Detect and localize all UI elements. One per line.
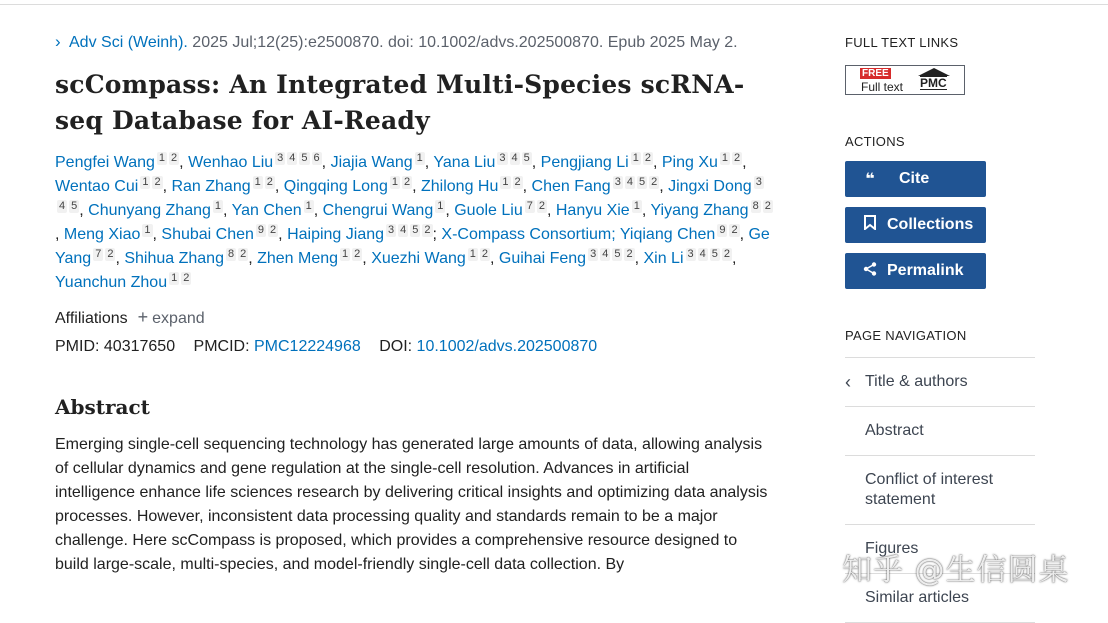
affiliation-ref[interactable]: 2 <box>424 224 431 236</box>
author-separator: , <box>546 202 556 219</box>
affiliation-ref[interactable]: 5 <box>301 152 308 164</box>
affiliation-ref[interactable]: 2 <box>270 224 277 236</box>
affiliation-ref[interactable]: 5 <box>614 248 621 260</box>
affiliation-ref[interactable]: 2 <box>514 176 521 188</box>
author-link[interactable]: Zhilong Hu <box>421 178 499 195</box>
author-separator: , <box>634 250 644 267</box>
affiliation-ref[interactable]: 2 <box>651 176 658 188</box>
permalink-label: Permalink <box>887 262 964 279</box>
affiliation-ref[interactable]: 1 <box>721 152 729 164</box>
affiliation-ref[interactable]: 2 <box>403 176 411 188</box>
author-link[interactable]: Yana Liu <box>433 154 496 171</box>
affiliation-ref[interactable]: 2 <box>626 248 633 260</box>
affiliations-row <box>55 305 775 331</box>
author-separator: , <box>55 226 64 243</box>
pmc-logo-icon: PMC <box>916 67 952 93</box>
bookmark-icon <box>859 215 881 235</box>
affiliation-ref[interactable]: 5 <box>71 200 78 212</box>
author-separator: , <box>115 250 125 267</box>
author-link[interactable]: Wentao Cui <box>55 178 139 195</box>
affiliation-ref[interactable]: 2 <box>481 248 489 260</box>
author-separator: , <box>531 154 541 171</box>
author-link[interactable]: Hanyu Xie <box>555 202 630 219</box>
affiliation-ref[interactable]: 2 <box>107 248 114 260</box>
pmcid-label: PMCID: <box>193 338 250 355</box>
author-link[interactable]: Guihai Feng <box>498 250 587 267</box>
affiliation-ref[interactable]: 2 <box>731 224 738 236</box>
author-separator: , <box>248 250 258 267</box>
citation-details: 2025 Jul;12(25):e2500870. doi: 10.1002/advs.202500870. Epub 2025 May 2. <box>187 34 738 51</box>
author-separator: , <box>490 250 499 267</box>
author-link[interactable]: Chengrui Wang <box>322 202 434 219</box>
author-separator: , <box>152 226 162 243</box>
page-navigation-heading: PAGE NAVIGATION <box>845 328 967 343</box>
author-separator: , <box>412 178 421 195</box>
chevron-left-icon: ‹ <box>845 372 851 392</box>
full-text-links-heading: FULL TEXT LINKS <box>845 35 959 50</box>
quote-icon: ❝ <box>865 171 875 188</box>
author-link[interactable]: Guole Liu <box>454 202 523 219</box>
author-link[interactable]: Haiping Jiang <box>287 226 385 243</box>
watermark: 知乎 @生信圆桌 <box>842 553 1070 588</box>
doi-label: DOI: <box>379 338 413 355</box>
permalink-button[interactable] <box>845 253 986 289</box>
author-link[interactable]: X-Compass Consortium; Yiqiang Chen <box>441 226 716 243</box>
journal-link[interactable]: Adv Sci (Weinh). <box>69 34 188 51</box>
article-main <box>55 30 775 577</box>
author-separator: , <box>278 226 288 243</box>
author-link[interactable]: Pengfei Wang <box>55 154 155 171</box>
author-separator: , <box>321 154 331 171</box>
author-link[interactable]: Shihua Zhang <box>124 250 224 267</box>
affiliation-ref[interactable]: 1 <box>254 176 261 188</box>
affiliation-ref[interactable]: 2 <box>764 200 771 212</box>
share-icon <box>859 262 881 281</box>
affiliation-ref[interactable]: 2 <box>266 176 273 188</box>
affiliation-ref[interactable]: 1 <box>158 152 166 164</box>
author-link[interactable]: Xin Li <box>643 250 684 267</box>
author-list <box>55 151 775 295</box>
affiliation-ref[interactable]: 4 <box>626 176 633 188</box>
cite-label: Cite <box>899 170 930 187</box>
affiliation-ref[interactable]: 2 <box>723 248 730 260</box>
author-separator: , <box>362 250 372 267</box>
pmcid-link[interactable]: PMC12224968 <box>254 338 361 355</box>
affiliation-ref[interactable]: 3 <box>590 248 597 260</box>
nav-item-similar-articles[interactable]: Similar articles <box>845 574 1035 623</box>
affiliation-ref[interactable]: 1 <box>632 152 639 164</box>
author-separator: , <box>162 178 172 195</box>
plus-icon[interactable]: + <box>137 307 149 327</box>
author-link[interactable]: Shubai Chen <box>161 226 254 243</box>
author-link[interactable]: Meng Xiao <box>63 226 141 243</box>
affiliation-ref[interactable]: 1 <box>633 200 640 212</box>
author-separator: , <box>223 202 232 219</box>
author-link[interactable]: Jiajia Wang <box>330 154 413 171</box>
author-separator: , <box>313 202 323 219</box>
affiliation-ref[interactable]: 2 <box>240 248 247 260</box>
doi-link[interactable]: 10.1002/advs.202500870 <box>416 338 598 355</box>
affiliation-ref[interactable]: 2 <box>538 200 545 212</box>
affiliation-ref[interactable]: 1 <box>342 248 349 260</box>
affiliations-label: Affiliations <box>55 310 128 327</box>
affiliation-ref[interactable]: 1 <box>305 200 312 212</box>
nav-item-conflict-of-interest[interactable]: Conflict of interest statement <box>845 456 1035 525</box>
affiliation-ref[interactable]: 1 <box>416 152 423 164</box>
affiliation-ref[interactable]: 3 <box>755 176 762 188</box>
author-separator: ; <box>432 226 442 243</box>
pmid-label: PMID: <box>55 338 100 355</box>
author-separator: , <box>79 202 89 219</box>
affiliation-ref[interactable]: 5 <box>412 224 419 236</box>
author-separator: , <box>739 226 749 243</box>
identifiers-row <box>55 335 775 359</box>
author-link[interactable]: Yuanchun Zhou <box>55 274 168 291</box>
author-link[interactable]: Wenhao Liu <box>188 154 274 171</box>
pmc-full-text-link[interactable] <box>845 65 965 95</box>
affiliation-ref[interactable]: 8 <box>227 248 235 260</box>
chevron-right-icon[interactable]: › <box>55 32 61 51</box>
collections-label: Collections <box>887 216 974 233</box>
affiliation-ref[interactable]: 4 <box>699 248 706 260</box>
author-link[interactable]: Zhen Meng <box>257 250 339 267</box>
affiliation-ref[interactable]: 1 <box>437 200 444 212</box>
author-link[interactable]: Yiyang Zhang <box>650 202 749 219</box>
author-separator: , <box>445 202 455 219</box>
author-separator: , <box>732 250 737 267</box>
article-title: scCompass: An Integrated Multi-Species scRNA-seq Database for AI-Ready <box>55 70 745 135</box>
nav-item-abstract[interactable]: Abstract <box>845 407 1035 456</box>
affiliation-ref[interactable]: 3 <box>614 176 621 188</box>
affiliation-ref[interactable]: 4 <box>59 200 66 212</box>
top-divider <box>0 4 1108 5</box>
affiliation-ref[interactable]: 7 <box>526 200 533 212</box>
affiliation-ref[interactable]: 2 <box>183 272 190 284</box>
affiliation-ref[interactable]: 2 <box>354 248 361 260</box>
affiliation-ref[interactable]: 8 <box>752 200 759 212</box>
affiliation-ref[interactable]: 4 <box>511 152 518 164</box>
affiliation-ref[interactable]: 2 <box>171 152 178 164</box>
affiliation-ref[interactable]: 5 <box>638 176 646 188</box>
author-link[interactable]: Ge Yang <box>55 226 770 267</box>
author-separator: , <box>742 154 747 171</box>
affiliation-ref[interactable]: 9 <box>257 224 265 236</box>
affiliation-ref[interactable]: 4 <box>400 224 407 236</box>
affiliation-ref[interactable]: 3 <box>499 152 506 164</box>
abstract-text: Emerging single-cell sequencing technology has generated large amounts of data, allowing analysis of cellular dynamics and gene regulation at the single-cell resolution. Advances in artificial intelligence enhance life sciences research by delivering critical insights and optimizing data analysis processes. However, inconsistent data processing quality and standards remain to be a major challenge. Here scCompass is proposed, which provides a comprehensive resource designed to build large-scale, multi-species, and model-friendly single-cell data collection. By <box>55 436 768 573</box>
affiliation-ref[interactable]: 4 <box>289 152 296 164</box>
author-separator: , <box>179 154 189 171</box>
author-separator: , <box>522 178 532 195</box>
citation-line <box>55 30 775 55</box>
actions-heading: ACTIONS <box>845 134 905 149</box>
author-separator: , <box>652 154 662 171</box>
affiliation-ref[interactable]: 9 <box>719 224 726 236</box>
sidebar <box>845 34 1045 623</box>
author-link[interactable]: Xuezhi Wang <box>371 250 466 267</box>
cite-button[interactable] <box>845 161 986 197</box>
author-separator: , <box>641 202 651 219</box>
author-link[interactable]: Pengjiang Li <box>540 154 629 171</box>
author-link[interactable]: Jingxi Dong <box>668 178 752 195</box>
affiliation-ref[interactable]: 5 <box>523 152 530 164</box>
author-link[interactable]: Qingqing Long <box>283 178 388 195</box>
affiliation-ref[interactable]: 2 <box>154 176 161 188</box>
affiliations-expand-button[interactable]: expand <box>152 310 205 327</box>
affiliation-ref[interactable]: 7 <box>95 248 102 260</box>
nav-item-figures[interactable]: Figures <box>845 525 1035 574</box>
affiliation-ref[interactable]: 3 <box>687 248 694 260</box>
affiliation-ref[interactable]: 1 <box>502 176 509 188</box>
affiliation-ref[interactable]: 1 <box>214 200 222 212</box>
nav-item-title-authors[interactable]: ‹ Title & authors <box>845 358 1035 407</box>
free-badge: FREE <box>862 68 889 79</box>
affiliation-ref[interactable]: 3 <box>277 152 284 164</box>
pmid-value: 40317650 <box>103 338 176 355</box>
author-link[interactable]: Chunyang Zhang <box>88 202 211 219</box>
collections-button[interactable] <box>845 207 986 243</box>
author-separator: , <box>659 178 669 195</box>
author-separator: , <box>424 154 434 171</box>
affiliation-ref[interactable]: 1 <box>469 248 476 260</box>
affiliation-ref[interactable]: 1 <box>144 224 151 236</box>
author-separator: , <box>274 178 284 195</box>
affiliation-ref[interactable]: 1 <box>142 176 149 188</box>
affiliation-ref[interactable]: 6 <box>313 152 320 164</box>
abstract-heading: Abstract <box>55 395 150 419</box>
affiliation-ref[interactable]: 3 <box>388 224 395 236</box>
author-link[interactable]: Ran Zhang <box>171 178 251 195</box>
author-link[interactable]: Ping Xu <box>661 154 718 171</box>
affiliation-ref[interactable]: 4 <box>602 248 609 260</box>
affiliation-ref[interactable]: 2 <box>644 152 651 164</box>
full-text-label: Full text <box>861 80 904 94</box>
affiliation-ref[interactable]: 1 <box>391 176 398 188</box>
affiliation-ref[interactable]: 1 <box>171 272 178 284</box>
author-link[interactable]: Yan Chen <box>231 202 302 219</box>
affiliation-ref[interactable]: 2 <box>734 152 741 164</box>
affiliation-ref[interactable]: 5 <box>711 248 718 260</box>
author-link[interactable]: Chen Fang <box>531 178 611 195</box>
